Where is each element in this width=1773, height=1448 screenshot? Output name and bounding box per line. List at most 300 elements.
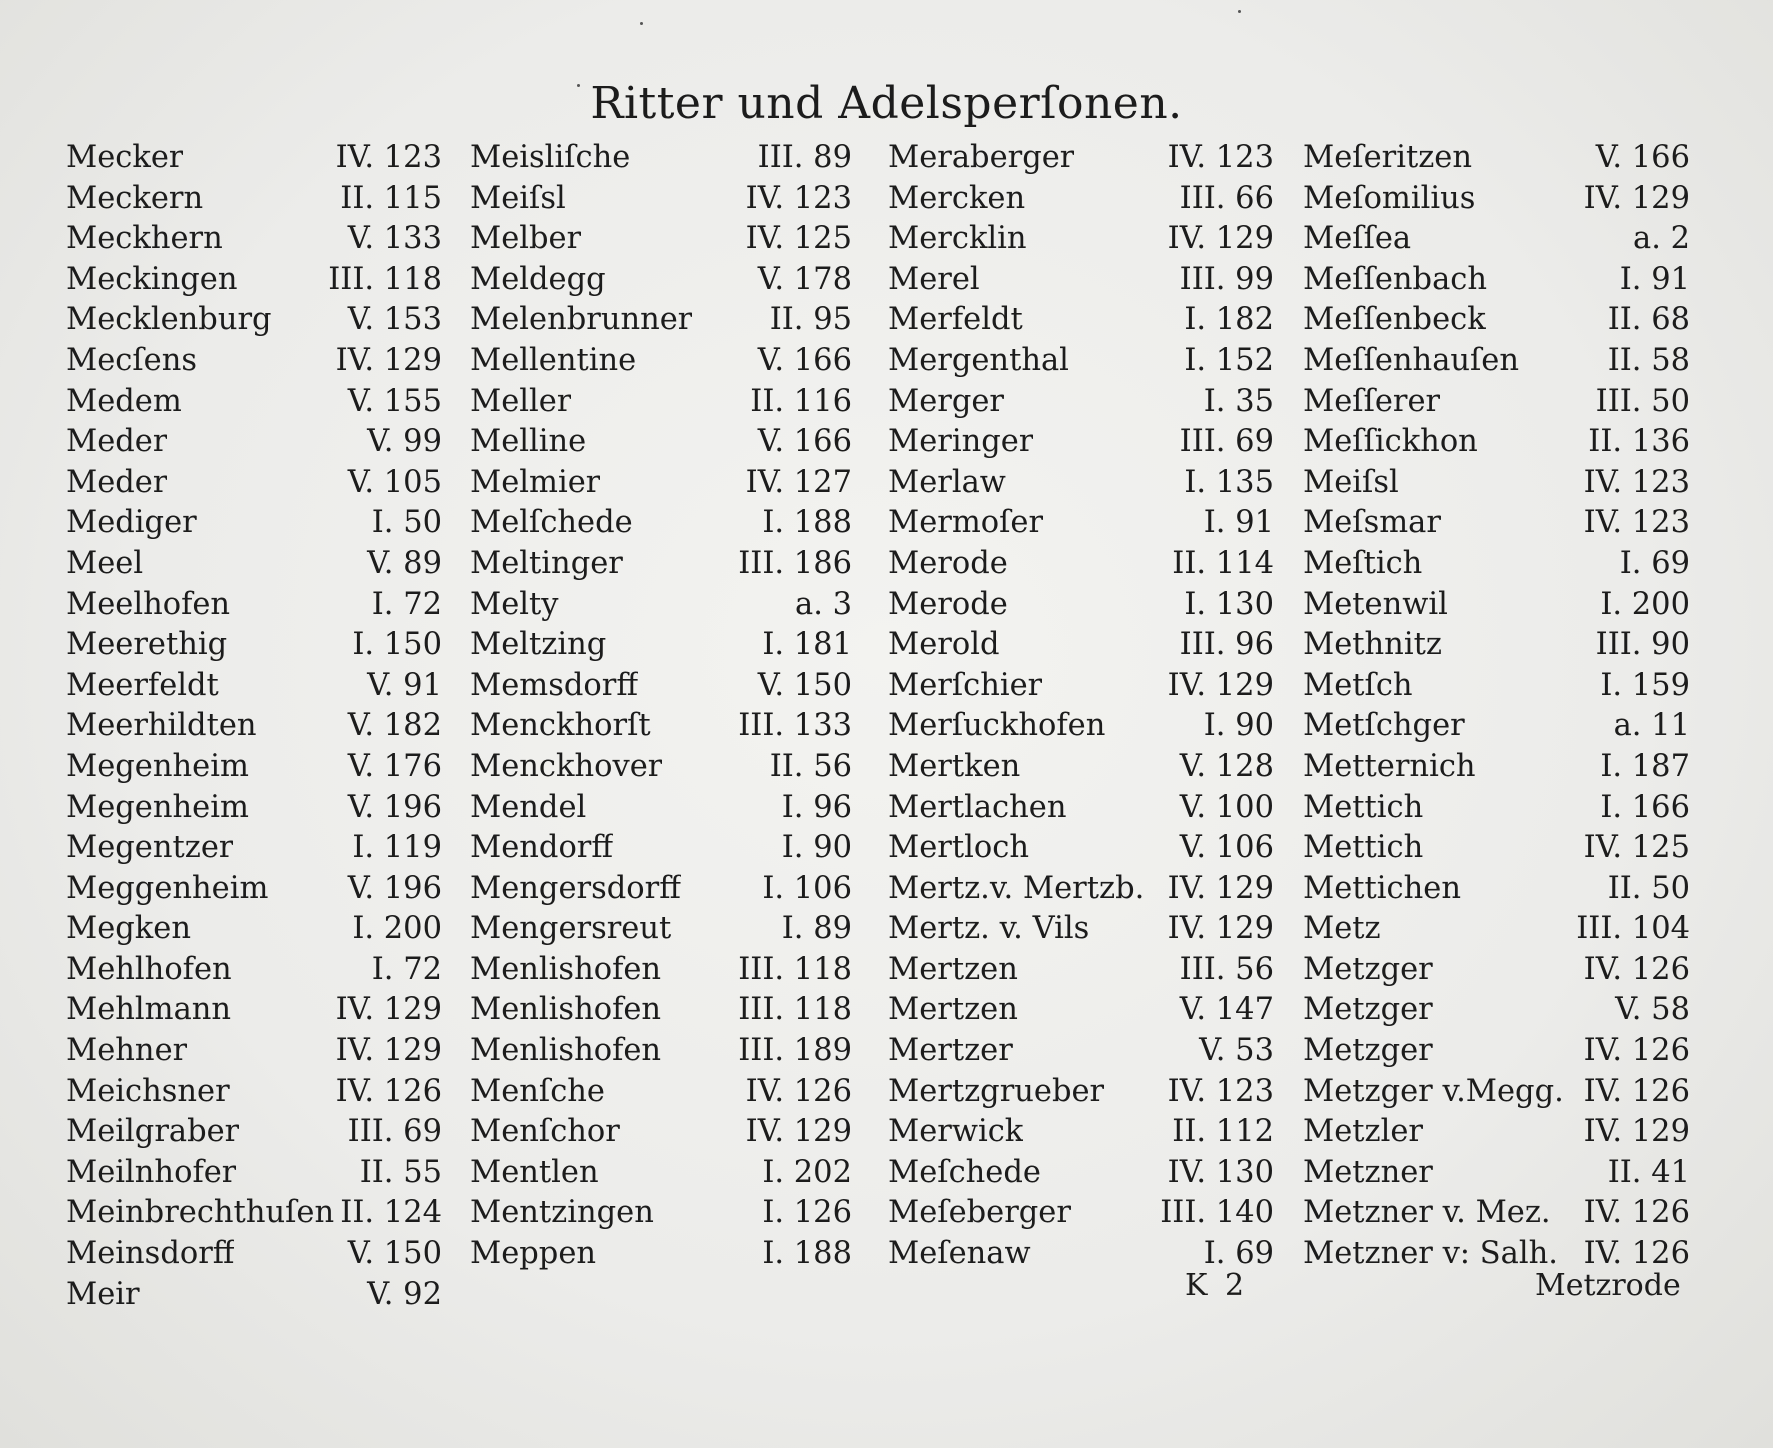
entry-reference: IV. 129 — [335, 342, 442, 378]
entry-reference: V. 166 — [757, 424, 852, 460]
index-entry — [470, 546, 852, 587]
index-entry — [470, 181, 852, 222]
entry-reference: III. 133 — [738, 708, 852, 744]
entry-reference: V. 92 — [367, 1276, 442, 1312]
entry-name: Mertzen — [888, 992, 1018, 1028]
entry-name: Metzger — [1303, 992, 1433, 1028]
entry-name: Mecker — [66, 140, 184, 175]
paper-speck — [640, 22, 643, 25]
index-entry — [470, 952, 852, 993]
entry-name: Meggenheim — [66, 870, 269, 906]
entry-name: Melty — [470, 586, 559, 622]
index-entry — [888, 140, 1274, 181]
entry-reference: V. 166 — [1595, 140, 1690, 175]
entry-reference: IV. 123 — [1583, 464, 1690, 500]
entry-name: Melſchede — [470, 505, 633, 541]
index-entry — [66, 505, 442, 546]
entry-reference: II. 114 — [1172, 545, 1274, 581]
entry-name: Merode — [888, 545, 1008, 581]
entry-name: Melline — [470, 424, 587, 460]
entry-reference: IV. 126 — [745, 1073, 852, 1109]
index-entry — [1303, 465, 1690, 506]
entry-name: Meſsmar — [1303, 505, 1441, 541]
index-entry — [470, 505, 852, 546]
entry-reference: II. 58 — [1607, 342, 1690, 378]
index-entry — [888, 708, 1274, 749]
entry-reference: I. 152 — [1184, 342, 1274, 378]
entry-name: Meder — [66, 464, 168, 500]
index-entry — [470, 749, 852, 790]
index-entry — [470, 343, 852, 384]
index-entry — [1303, 992, 1690, 1033]
index-entry — [1303, 262, 1690, 303]
index-entry — [66, 181, 442, 222]
entry-name: Mettichen — [1303, 870, 1461, 906]
index-entry — [1303, 871, 1690, 912]
entry-reference: I. 90 — [1203, 708, 1274, 744]
entry-name: Merwick — [888, 1114, 1024, 1150]
entry-reference: V. 196 — [347, 870, 442, 906]
index-entry — [1303, 505, 1690, 546]
entry-reference: III. 189 — [738, 1033, 852, 1069]
entry-reference: V. 147 — [1179, 992, 1274, 1028]
entry-name: Merode — [888, 586, 1008, 622]
entry-name: Mermoſer — [888, 505, 1044, 541]
index-entry — [470, 424, 852, 465]
entry-reference: I. 202 — [762, 1154, 852, 1190]
entry-reference: IV. 127 — [745, 464, 852, 500]
index-entry — [888, 505, 1274, 546]
index-entry — [888, 1114, 1274, 1155]
entry-reference: II. 136 — [1588, 424, 1690, 460]
entry-name: Meſſenbach — [1303, 261, 1487, 297]
entry-name: Merſchier — [888, 667, 1043, 703]
entry-reference: II. 124 — [340, 1195, 442, 1231]
entry-reference: V. 58 — [1615, 992, 1690, 1028]
entry-name: Megken — [66, 911, 191, 947]
entry-reference: V. 176 — [347, 748, 442, 784]
index-entry — [1303, 1074, 1690, 1115]
index-entry — [1303, 627, 1690, 668]
index-entry — [470, 262, 852, 303]
index-entry — [888, 952, 1274, 993]
entry-reference: II. 115 — [340, 180, 442, 216]
index-column-3 — [888, 140, 1274, 1277]
entry-reference: IV. 129 — [1167, 911, 1274, 947]
entry-reference: IV. 125 — [745, 221, 852, 257]
entry-reference: IV. 129 — [1167, 221, 1274, 257]
entry-name: Megenheim — [66, 748, 249, 784]
entry-name: Mediger — [66, 505, 197, 541]
entry-name: Meltzing — [470, 627, 607, 663]
index-entry — [1303, 1114, 1690, 1155]
entry-reference: IV. 129 — [335, 1033, 442, 1069]
entry-reference: I. 106 — [762, 870, 852, 906]
entry-name: Meldegg — [470, 261, 606, 297]
entry-reference: III. 118 — [328, 261, 442, 297]
entry-name: Mendorff — [470, 830, 614, 866]
entry-reference: V. 153 — [347, 302, 442, 338]
paper-speck — [1238, 10, 1241, 13]
page-title: Ritter und Adelsperſonen. — [590, 78, 1183, 129]
index-column-2 — [470, 140, 852, 1277]
entry-reference: I. 50 — [371, 505, 442, 541]
entry-name: Metzler — [1303, 1114, 1423, 1150]
index-entry — [1303, 1195, 1690, 1236]
index-entry — [66, 992, 442, 1033]
index-entry — [470, 1114, 852, 1155]
index-entry — [66, 302, 442, 343]
entry-name: Meringer — [888, 424, 1034, 460]
index-entry — [1303, 708, 1690, 749]
index-entry — [470, 221, 852, 262]
entry-reference: V. 182 — [347, 708, 442, 744]
index-entry — [1303, 587, 1690, 628]
entry-reference: IV. 126 — [1583, 1073, 1690, 1109]
index-entry — [888, 384, 1274, 425]
entry-reference: I. 188 — [762, 1236, 852, 1272]
entry-reference: II. 56 — [769, 748, 852, 784]
index-entry — [1303, 384, 1690, 425]
entry-reference: II. 112 — [1172, 1114, 1274, 1150]
entry-name: Metzger — [1303, 951, 1433, 987]
index-entry — [470, 302, 852, 343]
entry-reference: V. 100 — [1179, 789, 1274, 825]
entry-name: Mendel — [470, 789, 587, 825]
entry-reference: I. 166 — [1600, 789, 1690, 825]
index-entry — [888, 668, 1274, 709]
index-entry — [888, 871, 1274, 912]
index-entry — [470, 465, 852, 506]
index-entry — [470, 587, 852, 628]
entry-name: Meerhildten — [66, 708, 257, 744]
entry-name: Meckern — [66, 180, 204, 216]
index-entry — [470, 140, 852, 181]
entry-reference: V. 99 — [367, 424, 442, 460]
index-entry — [1303, 952, 1690, 993]
index-entry — [888, 181, 1274, 222]
paper-speck — [577, 84, 580, 87]
entry-reference: IV. 126 — [1583, 1033, 1690, 1069]
index-entry — [66, 343, 442, 384]
entry-name: Mertz.v. Mertzb. — [888, 870, 1145, 906]
entry-name: Memsdorff — [470, 667, 638, 703]
entry-reference: a. 11 — [1613, 708, 1690, 744]
entry-reference: I. 159 — [1600, 667, 1690, 703]
index-entry — [1303, 343, 1690, 384]
entry-name: Meir — [66, 1276, 140, 1312]
entry-name: Menlishofen — [470, 1033, 662, 1069]
entry-name: Meel — [66, 545, 144, 581]
entry-name: Meilgraber — [66, 1114, 240, 1150]
entry-name: Mertzer — [888, 1033, 1013, 1069]
index-entry — [1303, 668, 1690, 709]
entry-name: Mengersdorff — [470, 870, 681, 906]
entry-reference: V. 150 — [347, 1236, 442, 1272]
entry-name: Mertken — [888, 748, 1021, 784]
entry-name: Medem — [66, 383, 182, 419]
entry-name: Meſſenbeck — [1303, 302, 1486, 338]
index-entry — [888, 302, 1274, 343]
entry-name: Metzger v.Megg. — [1303, 1073, 1564, 1109]
entry-name: Meſomilius — [1303, 180, 1476, 216]
entry-reference: I. 96 — [781, 789, 852, 825]
entry-name: Mettich — [1303, 830, 1424, 866]
index-entry — [66, 1033, 442, 1074]
index-entry — [66, 546, 442, 587]
entry-name: Mertlachen — [888, 789, 1067, 825]
entry-name: Metſchger — [1303, 708, 1465, 744]
entry-reference: V. 106 — [1179, 830, 1274, 866]
entry-name: Meisliſche — [470, 140, 631, 175]
index-entry — [888, 992, 1274, 1033]
entry-name: Merger — [888, 383, 1005, 419]
index-entry — [888, 1195, 1274, 1236]
entry-reference: V. 150 — [757, 667, 852, 703]
index-entry — [888, 830, 1274, 871]
entry-name: Meſtich — [1303, 545, 1423, 581]
entry-name: Melenbrunner — [470, 302, 693, 338]
entry-name: Meilnhofer — [66, 1154, 237, 1190]
entry-reference: I. 187 — [1600, 748, 1690, 784]
entry-name: Mehlhofen — [66, 951, 232, 987]
entry-name: Mergenthal — [888, 342, 1069, 378]
entry-reference: II. 68 — [1607, 302, 1690, 338]
index-entry — [470, 708, 852, 749]
entry-name: Metzner v. Mez. — [1303, 1195, 1551, 1231]
entry-name: Methnitz — [1303, 627, 1442, 663]
entry-name: Meppen — [470, 1236, 597, 1272]
entry-reference: IV. 123 — [1167, 1073, 1274, 1109]
entry-reference: IV. 123 — [1167, 140, 1274, 175]
entry-reference: V. 133 — [347, 221, 442, 257]
entry-reference: I. 200 — [352, 911, 442, 947]
entry-reference: V. 89 — [367, 545, 442, 581]
index-entry — [888, 1074, 1274, 1115]
index-entry — [66, 952, 442, 993]
entry-name: Meſſea — [1303, 221, 1412, 257]
index-entry — [66, 830, 442, 871]
index-entry — [470, 992, 852, 1033]
entry-reference: III. 99 — [1179, 261, 1274, 297]
entry-reference: II. 41 — [1607, 1154, 1690, 1190]
entry-reference: I. 69 — [1619, 545, 1690, 581]
entry-name: Mettich — [1303, 789, 1424, 825]
entry-reference: V. 128 — [1179, 748, 1274, 784]
signature-mark: K 2 — [1185, 1268, 1249, 1303]
entry-name: Mecſens — [66, 342, 197, 378]
entry-reference: V. 196 — [347, 789, 442, 825]
entry-reference: IV. 126 — [335, 1073, 442, 1109]
entry-reference: IV. 123 — [745, 180, 852, 216]
entry-reference: I. 119 — [352, 830, 442, 866]
index-entry — [888, 262, 1274, 303]
index-entry — [470, 871, 852, 912]
entry-reference: IV. 123 — [335, 140, 442, 175]
index-entry — [66, 749, 442, 790]
entry-name: Menſche — [470, 1073, 605, 1109]
entry-name: Mengersreut — [470, 911, 672, 947]
entry-name: Mertzgrueber — [888, 1073, 1105, 1109]
index-entry — [888, 749, 1274, 790]
entry-name: Meerethig — [66, 627, 228, 663]
entry-name: Meſenaw — [888, 1236, 1031, 1272]
entry-reference: III. 104 — [1576, 911, 1690, 947]
entry-name: Merel — [888, 261, 980, 297]
entry-name: Mercken — [888, 180, 1026, 216]
entry-name: Merſuckhofen — [888, 708, 1106, 744]
entry-reference: III. 96 — [1179, 627, 1274, 663]
entry-name: Menckhorſt — [470, 708, 651, 744]
index-entry — [1303, 424, 1690, 465]
catchword: Metzrode — [1535, 1268, 1681, 1303]
entry-reference: IV. 126 — [1583, 1236, 1690, 1272]
entry-reference: I. 150 — [352, 627, 442, 663]
entry-reference: I. 181 — [762, 627, 852, 663]
entry-name: Megenheim — [66, 789, 249, 825]
index-entry — [66, 140, 442, 181]
entry-reference: I. 89 — [781, 911, 852, 947]
index-entry — [1303, 1155, 1690, 1196]
entry-name: Meinsdorff — [66, 1236, 235, 1272]
index-entry — [888, 911, 1274, 952]
index-entry — [1303, 302, 1690, 343]
entry-name: Meller — [470, 383, 572, 419]
entry-reference: III. 118 — [738, 951, 852, 987]
index-entry — [66, 627, 442, 668]
entry-reference: IV. 123 — [1583, 505, 1690, 541]
entry-reference: III. 66 — [1179, 180, 1274, 216]
entry-name: Merlaw — [888, 464, 1006, 500]
index-entry — [470, 1033, 852, 1074]
entry-name: Mertloch — [888, 830, 1029, 866]
index-entry — [66, 1277, 442, 1318]
index-entry — [888, 546, 1274, 587]
index-entry — [470, 1195, 852, 1236]
entry-reference: I. 200 — [1600, 586, 1690, 622]
index-column-4 — [1303, 140, 1690, 1277]
entry-reference: V. 53 — [1199, 1033, 1274, 1069]
index-entry — [66, 1074, 442, 1115]
entry-reference: III. 50 — [1595, 383, 1690, 419]
entry-name: Meſeberger — [888, 1195, 1071, 1231]
entry-name: Meelhofen — [66, 586, 231, 622]
entry-reference: IV. 129 — [335, 992, 442, 1028]
entry-name: Meckhern — [66, 221, 223, 257]
entry-reference: III. 90 — [1595, 627, 1690, 663]
entry-name: Meckingen — [66, 261, 238, 297]
entry-name: Meiſsl — [470, 180, 566, 216]
entry-reference: a. 2 — [1633, 221, 1690, 257]
entry-reference: III. 186 — [738, 545, 852, 581]
entry-name: Melmier — [470, 464, 601, 500]
index-entry — [1303, 140, 1690, 181]
entry-reference: II. 50 — [1607, 870, 1690, 906]
entry-reference: IV. 126 — [1583, 951, 1690, 987]
entry-reference: V. 178 — [757, 261, 852, 297]
entry-reference: IV. 129 — [1583, 1114, 1690, 1150]
index-entry — [888, 627, 1274, 668]
entry-reference: III. 69 — [347, 1114, 442, 1150]
entry-name: Meſſenhauſen — [1303, 342, 1520, 378]
entry-name: Megentzer — [66, 830, 234, 866]
entry-name: Mehner — [66, 1033, 188, 1069]
index-entry — [470, 830, 852, 871]
entry-name: Metſch — [1303, 667, 1413, 703]
index-entry — [888, 790, 1274, 831]
entry-reference: I. 72 — [371, 586, 442, 622]
entry-reference: III. 118 — [738, 992, 852, 1028]
entry-name: Metzner — [1303, 1154, 1433, 1190]
index-entry — [66, 424, 442, 465]
entry-reference: I. 35 — [1203, 383, 1274, 419]
entry-reference: I. 72 — [371, 951, 442, 987]
index-entry — [1303, 221, 1690, 262]
entry-name: Metternich — [1303, 748, 1476, 784]
entry-reference: IV. 129 — [1167, 667, 1274, 703]
index-entry — [66, 221, 442, 262]
entry-name: Merold — [888, 627, 1000, 663]
entry-name: Mellentine — [470, 342, 637, 378]
index-entry — [470, 384, 852, 425]
entry-name: Meltinger — [470, 545, 623, 581]
index-entry — [1303, 830, 1690, 871]
entry-reference: III. 140 — [1160, 1195, 1274, 1231]
index-column-1 — [66, 140, 442, 1317]
entry-name: Mentzingen — [470, 1195, 654, 1231]
index-entry — [888, 424, 1274, 465]
entry-name: Meichsner — [66, 1073, 230, 1109]
index-entry — [470, 790, 852, 831]
entry-name: Meſſickhon — [1303, 424, 1478, 460]
entry-name: Mertzen — [888, 951, 1018, 987]
entry-name: Meerfeldt — [66, 667, 219, 703]
index-entry — [66, 1155, 442, 1196]
entry-name: Metenwil — [1303, 586, 1448, 622]
entry-reference: I. 69 — [1203, 1236, 1274, 1272]
entry-name: Menlishofen — [470, 992, 662, 1028]
index-entry — [1303, 790, 1690, 831]
entry-reference: IV. 126 — [1583, 1195, 1690, 1231]
entry-name: Menckhover — [470, 748, 663, 784]
entry-name: Menlishofen — [470, 951, 662, 987]
entry-name: Mecklenburg — [66, 302, 272, 338]
index-entry — [1303, 911, 1690, 952]
entry-name: Meraberger — [888, 140, 1075, 175]
entry-name: Meinbrechthuſen — [66, 1195, 335, 1231]
entry-name: Mentlen — [470, 1154, 599, 1190]
entry-name: Mertz. v. Vils — [888, 911, 1090, 947]
index-entry — [66, 262, 442, 303]
entry-reference: I. 188 — [762, 505, 852, 541]
index-entry — [66, 790, 442, 831]
entry-reference: IV. 129 — [1167, 870, 1274, 906]
entry-reference: V. 91 — [367, 667, 442, 703]
entry-reference: III. 89 — [757, 140, 852, 175]
index-entry — [66, 1236, 442, 1277]
entry-name: Merfeldt — [888, 302, 1023, 338]
entry-reference: I. 130 — [1184, 586, 1274, 622]
index-entry — [66, 871, 442, 912]
entry-reference: II. 55 — [359, 1154, 442, 1190]
entry-name: Meiſsl — [1303, 464, 1399, 500]
index-entry — [66, 708, 442, 749]
entry-reference: IV. 130 — [1167, 1154, 1274, 1190]
index-entry — [888, 1033, 1274, 1074]
index-entry — [470, 668, 852, 709]
entry-reference: III. 69 — [1179, 424, 1274, 460]
index-entry — [470, 911, 852, 952]
